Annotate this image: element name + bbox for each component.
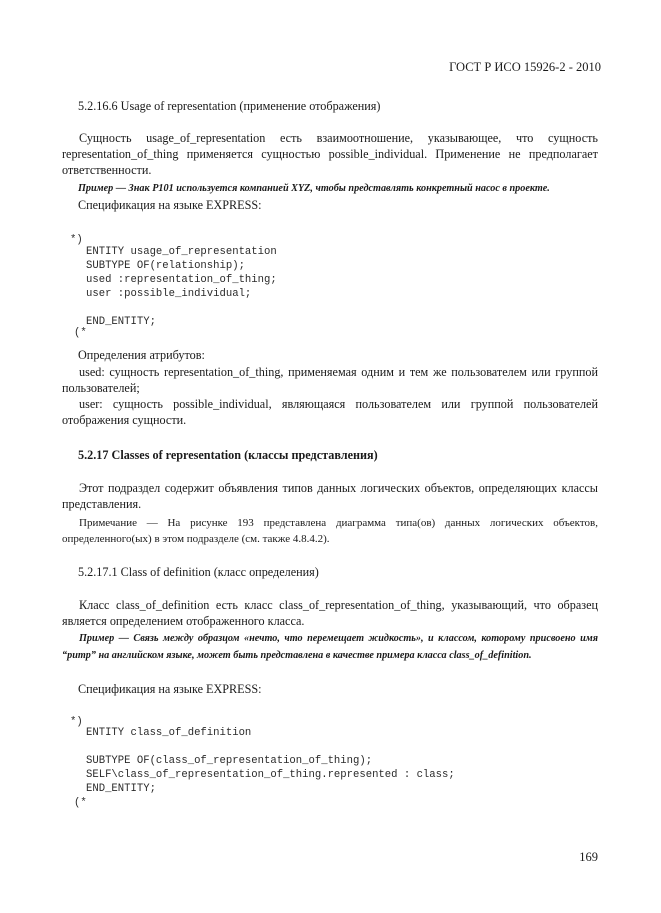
- attr-user: user: сущность possible_individual, являющаяся пользователем или группой пользователей отображения сущности.: [62, 397, 598, 427]
- code-open-1: *): [70, 234, 83, 246]
- code-open-2: *): [70, 716, 83, 728]
- code-line: END_ENTITY;: [86, 783, 156, 795]
- usage-of-representation-definition: Сущность usage_of_representation есть взаимоотношение, указывающее, что сущность representation_of_thing применяется сущностью possible_individual. Применение не предполагает ответственности.: [62, 131, 598, 177]
- code-line: SUBTYPE OF(class_of_representation_of_thing);: [86, 755, 373, 767]
- figure-note: Примечание — На рисунке 193 представлена диаграмма типа(ов) данных логических объектов, определенного(ых) в этом подразделе (см. также 4.8.4.2).: [62, 517, 598, 545]
- code-close-2: (*: [74, 797, 87, 809]
- classes-of-representation-intro: Этот подраздел содержит объявления типов данных логических объектов, определяющих классы представления.: [62, 481, 598, 511]
- code-line: SUBTYPE OF(relationship);: [86, 260, 245, 272]
- code-line: SELF\class_of_representation_of_thing.represented : class;: [86, 769, 455, 781]
- code-line: ENTITY class_of_definition: [86, 727, 252, 739]
- code-block-usage-of-representation: [86, 245, 277, 329]
- section-heading-class-of-definition: 5.2.17.1 Class of definition (класс определения): [78, 565, 319, 579]
- code-line: user :possible_individual;: [86, 288, 252, 300]
- class-of-definition-example: Пример — Связь между образцом «нечто, что перемещает жидкость», и классом, которому присвоено имя “pump” на английском языке, может быть представлена в качестве примера класса class_of_definition.: [62, 633, 598, 661]
- attr-used: used: сущность representation_of_thing, применяемая одним и тем же пользователем или группой пользователей;: [62, 365, 598, 395]
- attribute-definitions: [62, 364, 598, 428]
- code-line: ENTITY usage_of_representation: [86, 246, 277, 258]
- attribute-definitions-title: Определения атрибутов:: [78, 348, 205, 362]
- code-line: [86, 740, 455, 754]
- section-heading-usage-of-representation: 5.2.16.6 Usage of representation (применение отображения): [78, 99, 381, 113]
- code-line: [86, 301, 277, 315]
- code-close-1: (*: [74, 327, 87, 339]
- class-of-definition-definition: Класс class_of_definition есть класс class_of_representation_of_thing, указывающий, что образец является определением отображенного класса.: [62, 598, 598, 628]
- usage-example: Пример — Знак Р101 используется компанией XYZ, чтобы представлять конкретный насос в проекте.: [78, 183, 550, 194]
- section-heading-classes-of-representation: 5.2.17 Classes of representation (классы представления): [78, 448, 378, 462]
- code-line: END_ENTITY;: [86, 316, 156, 328]
- express-spec-label-1: Спецификация на языке EXPRESS:: [78, 198, 262, 212]
- code-line: used :representation_of_thing;: [86, 274, 277, 286]
- express-spec-label-2: Спецификация на языке EXPRESS:: [78, 682, 262, 696]
- code-block-class-of-definition: [86, 726, 455, 796]
- page-number: 169: [579, 850, 598, 864]
- standard-header: ГОСТ Р ИСО 15926-2 - 2010: [449, 60, 601, 74]
